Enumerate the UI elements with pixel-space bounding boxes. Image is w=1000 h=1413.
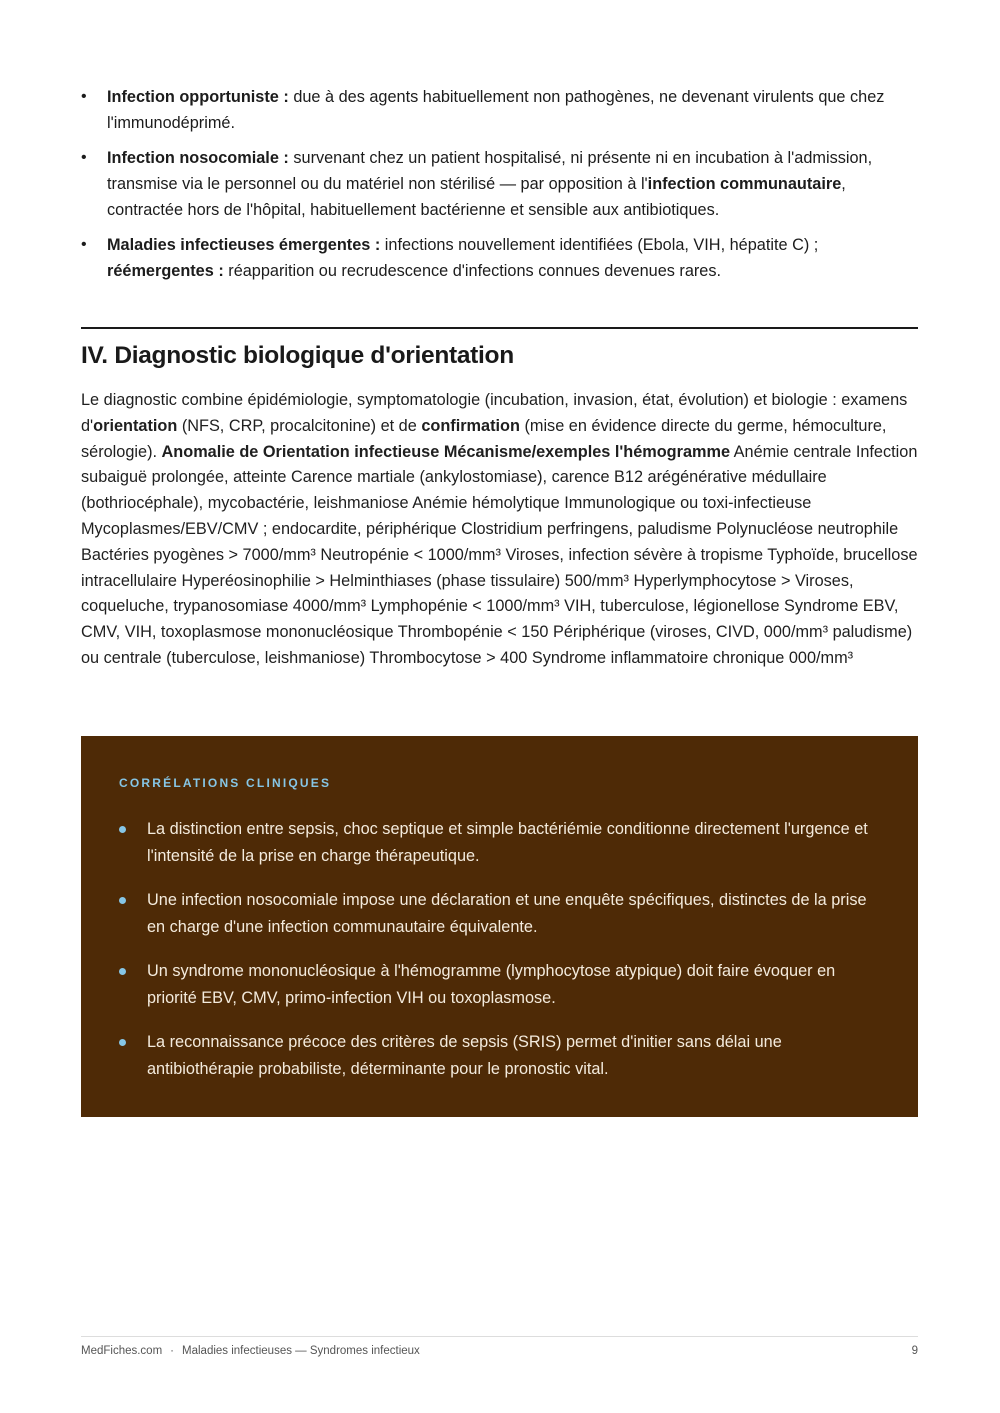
callout-item <box>119 816 889 870</box>
callout-title: CORRÉLATIONS CLINIQUES <box>119 776 332 790</box>
callout-item-text: La distinction entre sepsis, choc septique et simple bactériémie conditionne directement l'urgence et l'intensité de la prise en charge thérapeutique. <box>147 820 868 865</box>
paragraph-text: (NFS, CRP, procalcitonine) et de <box>177 416 422 435</box>
section-divider <box>81 327 918 329</box>
clinical-correlations-callout <box>81 736 918 1117</box>
paragraph-text: (mise en évidence directe du germe, hémoculture, sérologie). <box>81 416 887 461</box>
page-number: 9 <box>911 1345 918 1357</box>
callout-item <box>119 1029 889 1083</box>
bullet-dot-icon <box>119 968 126 975</box>
callout-item-text: Un syndrome mononucléosique à l'hémogramme (lymphocytose atypique) doit faire évoquer en priorité EBV, CMV, primo-infection VIH ou toxoplasmose. <box>147 962 836 1007</box>
bullet-icon: • <box>81 88 87 105</box>
definition-term: Infection nosocomiale : <box>107 149 289 167</box>
definition-text: survenant chez un patient hospitalisé, ni présente ni en incubation à l'admission, transmise via le personnel ou du matériel non stérilisé — par opposition à l' <box>107 149 873 193</box>
definition-term-secondary: réémergentes : <box>107 262 224 280</box>
callout-item-text: La reconnaissance précoce des critères de sepsis (SRIS) permet d'initier sans délai une antibiothérapie probabiliste, déterminante pour le pronostic vital. <box>147 1033 782 1078</box>
definition-text: due à des agents habituellement non pathogènes, ne devenant virulents que chez l'immunodéprimé. <box>107 88 885 132</box>
footer-divider <box>81 1336 918 1337</box>
footer-left <box>81 1345 420 1357</box>
definition-term: Infection opportuniste : <box>107 88 289 106</box>
paragraph-text: Anémie centrale Infection subaiguë prolongée, atteinte Carence martiale (ankylostomiase), carence B12 arégénérative médullaire (bothriocéphale), mycobactérie, leishmaniose Anémie hémolytique Immunologique ou toxi-infectieuse Mycoplasmes/EBV/CMV ; endocardite, périphérique Clostridium perfringens, paludisme Polynucléose neutrophile Bactéries pyogènes > 7000/mm³ Neutropénie < 1000/mm³ Viroses, infection sévère à tropisme Typhoïde, brucellose intracellulaire Hyperéosinophilie > Helminthiases (phase tissulaire) 500/mm³ Hyperlymphocytose > Viroses, coqueluche, trypanosomiase 4000/mm³ Lymphopénie < 1000/mm³ VIH, tuberculose, légionellose Syndrome EBV, CMV, VIH, toxoplasmose mononucléosique Thrombopénie < 150 Périphérique (viroses, CIVD, 000/mm³ paludisme) ou centrale (tuberculose, leishmaniose) Thrombocytose > 400 Syndrome inflammatoire chronique 000/mm³ <box>81 442 918 667</box>
footer-subject: Maladies infectieuses — Syndromes infectieux <box>182 1345 420 1357</box>
definition-list <box>81 84 918 284</box>
definitions-block <box>81 84 918 293</box>
bullet-icon: • <box>81 236 87 253</box>
bullet-dot-icon <box>119 897 126 904</box>
footer-separator: · <box>170 1345 175 1357</box>
callout-list <box>119 816 889 1100</box>
callout-item-text: Une infection nosocomiale impose une déclaration et une enquête spécifiques, distinctes de la prise en charge d'une infection communautaire équivalente. <box>147 891 867 936</box>
paragraph-bold: Anomalie de Orientation infectieuse Mécanisme/exemples l'hémogramme <box>161 442 731 461</box>
section-heading: IV. Diagnostic biologique d'orientation <box>81 342 514 369</box>
callout-item <box>119 958 889 1012</box>
bullet-dot-icon <box>119 826 126 833</box>
definition-text: infections nouvellement identifiées (Ebola, VIH, hépatite C) ; <box>380 236 819 254</box>
definition-item <box>81 232 918 284</box>
paragraph-bold: confirmation <box>421 416 520 435</box>
bullet-dot-icon <box>119 1039 126 1046</box>
callout-item <box>119 887 889 941</box>
definition-term: Maladies infectieuses émergentes : <box>107 236 381 254</box>
paragraph-text: Le diagnostic combine épidémiologie, symptomatologie (incubation, invasion, état, évolution) et biologie : examens d' <box>81 391 908 435</box>
footer-site: MedFiches.com <box>81 1345 163 1357</box>
definition-text-secondary: , contractée hors de l'hôpital, habituellement bactérienne et sensible aux antibiotiques. <box>107 175 846 219</box>
definition-text-secondary: réapparition ou recrudescence d'infections connues devenues rares. <box>223 262 722 280</box>
definition-item <box>81 145 918 223</box>
definition-term-secondary: infection communautaire <box>647 175 842 193</box>
section-paragraph <box>81 388 921 672</box>
paragraph-bold: orientation <box>93 416 178 435</box>
bullet-icon: • <box>81 149 87 166</box>
definition-item <box>81 84 918 136</box>
